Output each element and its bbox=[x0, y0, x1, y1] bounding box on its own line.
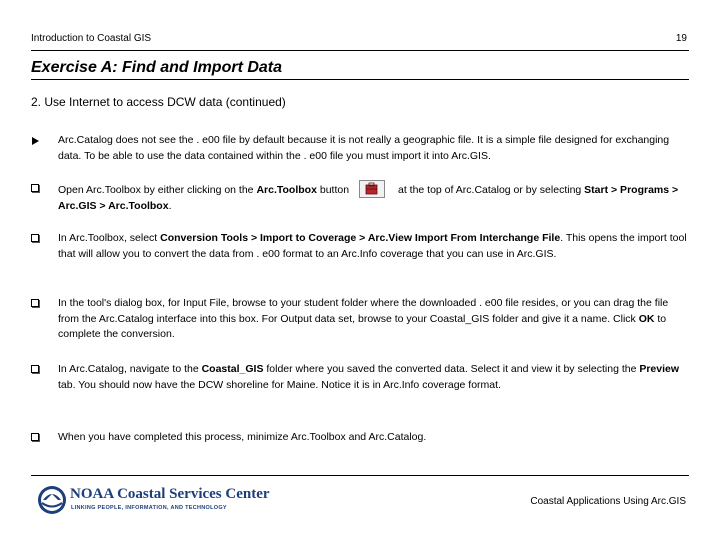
header-divider bbox=[31, 50, 689, 51]
list-item bbox=[31, 296, 691, 343]
title-divider bbox=[31, 79, 689, 80]
list-item-text bbox=[58, 181, 691, 215]
list-item-text bbox=[58, 231, 691, 262]
footer-course-title: Coastal Applications Using Arc.GIS bbox=[530, 496, 686, 507]
list-item-text: When you have completed this process, minimize Arc.Toolbox and Arc.Catalog. bbox=[58, 431, 427, 443]
section-subtitle: 2. Use Internet to access DCW data (continued) bbox=[31, 95, 286, 109]
checkbox-bullet-icon bbox=[31, 299, 39, 307]
text-run: to complete the conversion. bbox=[58, 312, 667, 340]
noaa-logo bbox=[37, 484, 270, 518]
list-item bbox=[31, 181, 691, 215]
text-run: folder where you saved the converted data. Select it and view it by selecting the bbox=[263, 363, 640, 375]
checkbox-bullet-icon bbox=[31, 365, 39, 373]
logo-title: NOAA Coastal Services Center bbox=[70, 486, 270, 502]
list-item bbox=[31, 231, 691, 262]
text-run: In the tool's dialog box, for Input File, browse to your student folder where the downloaded . e00 file resides, or you can drag the file from the Arc.Catalog interface into this box. For Output data set, browse to your Coastal_GIS folder and give it a name. Click bbox=[58, 297, 669, 325]
bold-text: Coastal_GIS bbox=[201, 363, 264, 375]
checkbox-bullet-icon bbox=[31, 234, 39, 242]
logo-tagline: LINKING PEOPLE, INFORMATION, AND TECHNOLOGY bbox=[71, 505, 227, 511]
list-item bbox=[31, 362, 691, 393]
arrow-bullet-icon bbox=[32, 137, 39, 145]
text-run: at the top of Arc.Catalog or by selecting bbox=[395, 183, 585, 196]
checkbox-bullet-icon bbox=[31, 433, 39, 441]
text-run: tab. You should now have the DCW shoreline for Maine. Notice it is in Arc.Info coverage format. bbox=[58, 378, 501, 391]
noaa-logo-icon bbox=[37, 485, 67, 515]
list-item-text bbox=[58, 362, 691, 393]
text-run: button bbox=[316, 183, 350, 196]
header-course-title: Introduction to Coastal GIS bbox=[31, 33, 152, 44]
bold-text: Arc.Toolbox bbox=[256, 183, 317, 196]
text-run: . This opens the import tool that will allow you to convert the data from . e00 format to an Arc.Info coverage that you can use in Arc.GIS. bbox=[58, 232, 687, 260]
text-run: In Arc.Catalog, navigate to the bbox=[58, 363, 202, 375]
page-title: Exercise A: Find and Import Data bbox=[31, 59, 283, 76]
bold-text: Conversion Tools > Import to Coverage > Arc.View Import From Interchange File bbox=[160, 232, 561, 244]
bold-text: Start > Programs > Arc.GIS > Arc.Toolbox bbox=[58, 183, 679, 212]
list-item bbox=[31, 430, 691, 446]
text-run: In Arc.Toolbox, select bbox=[58, 232, 161, 244]
text-run: Open Arc.Toolbox by either clicking on the bbox=[58, 183, 257, 196]
page-number: 19 bbox=[675, 33, 687, 44]
list-item-text bbox=[58, 296, 691, 343]
list-item bbox=[31, 133, 691, 164]
bold-text: OK bbox=[638, 312, 655, 325]
text-run: . bbox=[168, 200, 172, 212]
checkbox-bullet-icon bbox=[31, 184, 39, 192]
footer-divider bbox=[31, 475, 689, 476]
list-item-text: Arc.Catalog does not see the . e00 file by default because it is not really a geographic file. It is a simple file designed for exchanging data. To be able to use the data contained within the . e00 file you must import it into Arc.GIS. bbox=[58, 134, 670, 162]
arctoolbox-icon[interactable] bbox=[359, 180, 385, 198]
bold-text: Preview bbox=[639, 363, 680, 375]
